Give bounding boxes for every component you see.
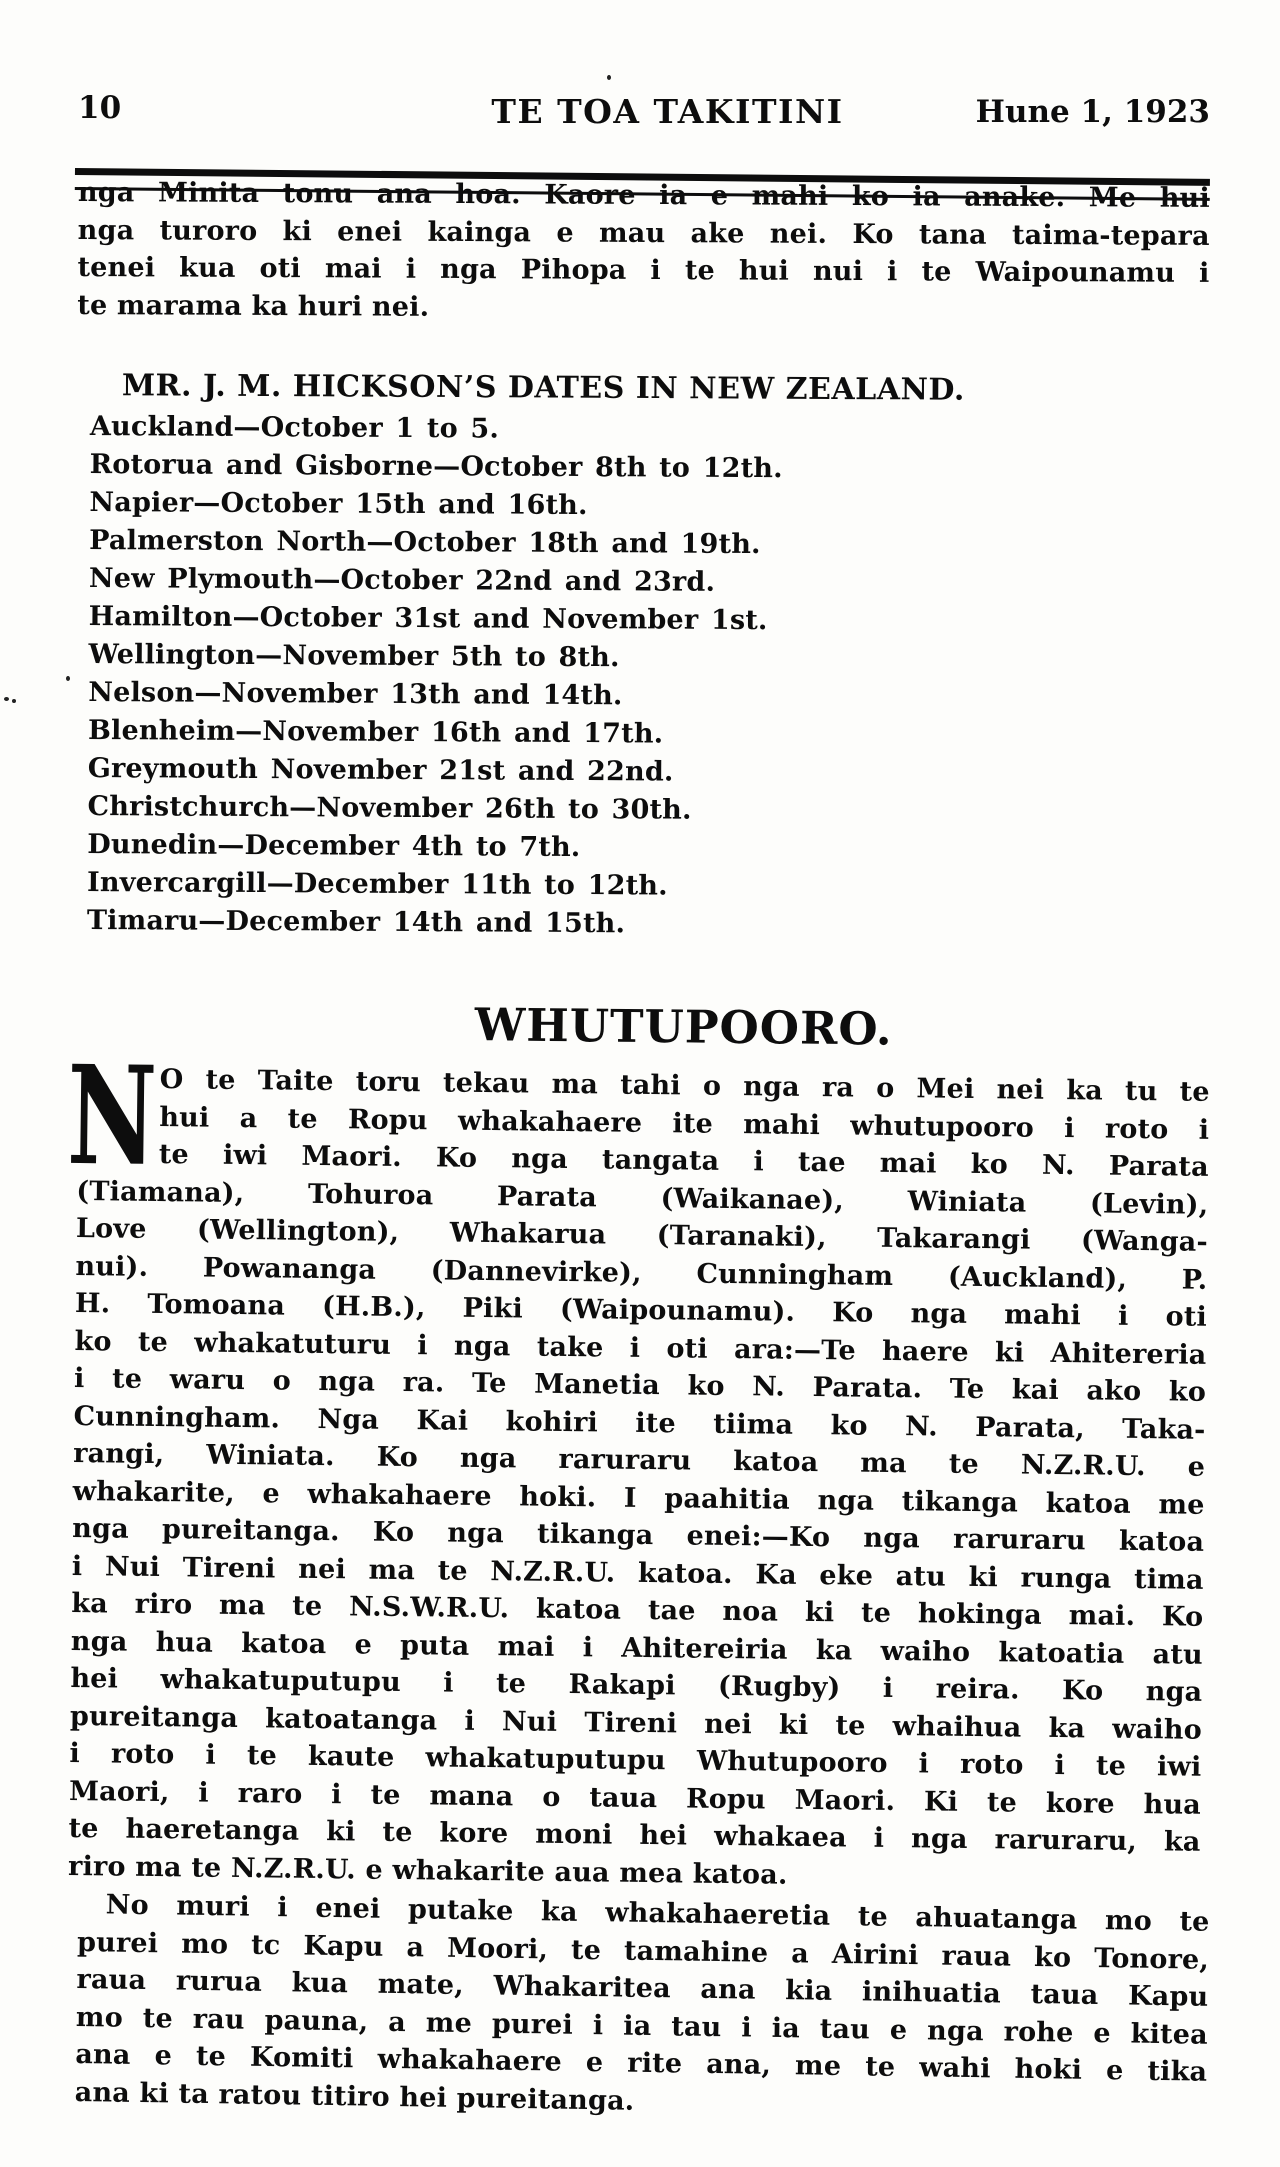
hickson-date-item: Timaru—December 14th and 15th. <box>86 904 626 940</box>
scan-speck <box>12 699 16 703</box>
paragraph-line: i roto i te kaute whakatuputupu Whutupooro i roto i te iwi <box>69 1737 1202 1783</box>
scan-speck <box>607 75 611 80</box>
page-number: 10 <box>78 90 122 126</box>
hickson-date-item: Blenheim—November 16th and 17th. <box>87 714 664 750</box>
scan-speck <box>66 676 70 681</box>
intro-line: te marama ka huri nei. <box>77 289 430 323</box>
paragraph-first-line: O te Taite toru tekau ma tahi o nga ra o Mei nei ka tu te <box>159 1064 1210 1108</box>
intro-paragraph <box>77 174 1210 330</box>
hickson-date-item: Napier—October 15th and 16th. <box>89 486 588 522</box>
paragraph-line: H. Tomoana (H.B.), Piki (Waipounamu). Ko nga mahi i oti <box>74 1287 1208 1333</box>
paragraph-line: nga pureitanga. Ko nga tikanga enei:—Ko nga raruraru katoa <box>72 1512 1205 1558</box>
scan-speck <box>4 697 9 701</box>
paragraph-line: ana e te Komiti whakahaere e rite ana, me te wahi hoki e tika <box>75 2038 1208 2088</box>
paragraph-line: No muri i enei putake ka whakahaeretia te ahuatanga mo te <box>105 1889 1210 1938</box>
hickson-date-item: Palmerston North—October 18th and 19th. <box>89 524 761 561</box>
paragraph-line: Maori, i raro i te mana o taua Ropu Maori. Ki te kore hua <box>68 1775 1202 1821</box>
hickson-date-item: New Plymouth—October 22nd and 23rd. <box>88 562 716 598</box>
drop-cap-letter: N <box>66 1035 158 1197</box>
paragraph-line: ana ki ta ratou titiro hei pureitanga. <box>74 2076 635 2117</box>
masthead-title: TE TOA TAKITINI <box>491 92 844 131</box>
hickson-date-item: Auckland—October 1 to 5. <box>89 410 500 445</box>
paragraph-line: te haeretanga ki te kore moni hei whakaea i nga raruraru, ka <box>68 1812 1201 1858</box>
paragraph-line: raua rurua kua mate, Whakaritea ana kia inihuatia taua Kapu <box>76 1963 1209 2013</box>
paragraph-line: (Tiamana), Tohuroa Parata (Waikanae), Winiata (Levin), <box>76 1175 1209 1221</box>
whutupooro-heading: WHUTUPOORO. <box>474 998 893 1056</box>
hickson-date-item: Hamilton—October 31st and November 1st. <box>88 600 768 637</box>
paragraph-line: hui a te Ropu whakahaere ite mahi whutupooro i roto i <box>159 1101 1210 1146</box>
paragraph-line: te iwi Maori. Ko nga tangata i tae mai ko N. Parata <box>158 1138 1209 1183</box>
hickson-dates-list <box>87 408 1210 947</box>
paragraph-line: i Nui Tireni nei ma te N.Z.R.U. katoa. Ka eke atu ki runga tima <box>71 1550 1204 1596</box>
paragraph-line: Love (Wellington), Whakarua (Taranaki), Takarangi (Wanga- <box>75 1212 1209 1258</box>
paragraph-line: nui). Powananga (Dannevirke), Cunningham (Auckland), P. <box>75 1250 1208 1296</box>
paragraph-line: Cunningham. Nga Kai kohiri ite tiima ko N. Parata, Taka- <box>73 1400 1206 1446</box>
intro-line: tenei kua oti mai i nga Pihopa i te hui nui i te Waipounamu i <box>77 251 1210 289</box>
hickson-date-item: Dunedin—December 4th to 7th. <box>87 828 581 864</box>
hickson-date-item: Wellington—November 5th to 8th. <box>88 638 620 674</box>
paragraph-line: whakarite, e whakahaere hoki. I paahitia nga tikanga katoa me <box>72 1475 1205 1521</box>
paragraph-line: riro ma te N.Z.R.U. e whakarite aua mea katoa. <box>67 1850 788 1891</box>
paragraph-line: nga hua katoa e puta mai i Ahitereiria ka waiho katoatia atu <box>70 1625 1204 1671</box>
paragraph-line: ko te whakatuturu i nga take i oti ara:—Te haere ki Ahitereria <box>74 1325 1207 1371</box>
paragraph-lines <box>68 1097 1210 1898</box>
hickson-date-item: Greymouth November 21st and 22nd. <box>87 752 674 788</box>
paragraph-line: ka riro ma te N.S.W.R.U. katoa tae noa ki te hokinga mai. Ko <box>71 1587 1204 1633</box>
paragraph-line: purei mo tc Kapu a Moori, te tamahine a Airini raua ko Tonore, <box>76 1926 1210 1976</box>
whutupooro-paragraph-1 <box>66 1035 1210 1899</box>
hickson-date-item: Rotorua and Gisborne—October 8th to 12th. <box>89 448 783 485</box>
intro-line: nga Minita tonu ana hoa. Kaore ia e mahi ko ia anake. Me hui <box>77 176 1210 214</box>
hickson-heading: MR. J. M. HICKSON’S DATES IN NEW ZEALAND. <box>121 368 965 408</box>
paragraph-line: rangi, Winiata. Ko nga raruraru katoa ma te N.Z.R.U. e <box>73 1437 1206 1483</box>
paragraph-line: hei whakatuputupu i te Rakapi (Rugby) i reira. Ko nga <box>70 1662 1203 1708</box>
intro-line: nga turoro ki enei kainga e mau ake nei. Ko tana taima-tepara <box>77 214 1210 252</box>
hickson-date-item: Nelson—November 13th and 14th. <box>88 676 623 712</box>
whutupooro-paragraph-2 <box>74 1886 1209 2129</box>
paragraph-line: pureitanga katoatanga i Nui Tireni nei ki te whaihua ka waiho <box>69 1700 1203 1746</box>
paragraph-line: i te waru o nga ra. Te Manetia ko N. Parata. Te kai ako ko <box>73 1362 1207 1408</box>
paragraph-line: mo te rau pauna, a me purei i ia tau i ia tau e nga rohe e kitea <box>75 2001 1209 2051</box>
hickson-date-item: Christchurch—November 26th to 30th. <box>87 790 692 826</box>
issue-date: Hune 1, 1923 <box>975 94 1210 130</box>
hickson-date-item: Invercargill—December 11th to 12th. <box>87 866 668 902</box>
